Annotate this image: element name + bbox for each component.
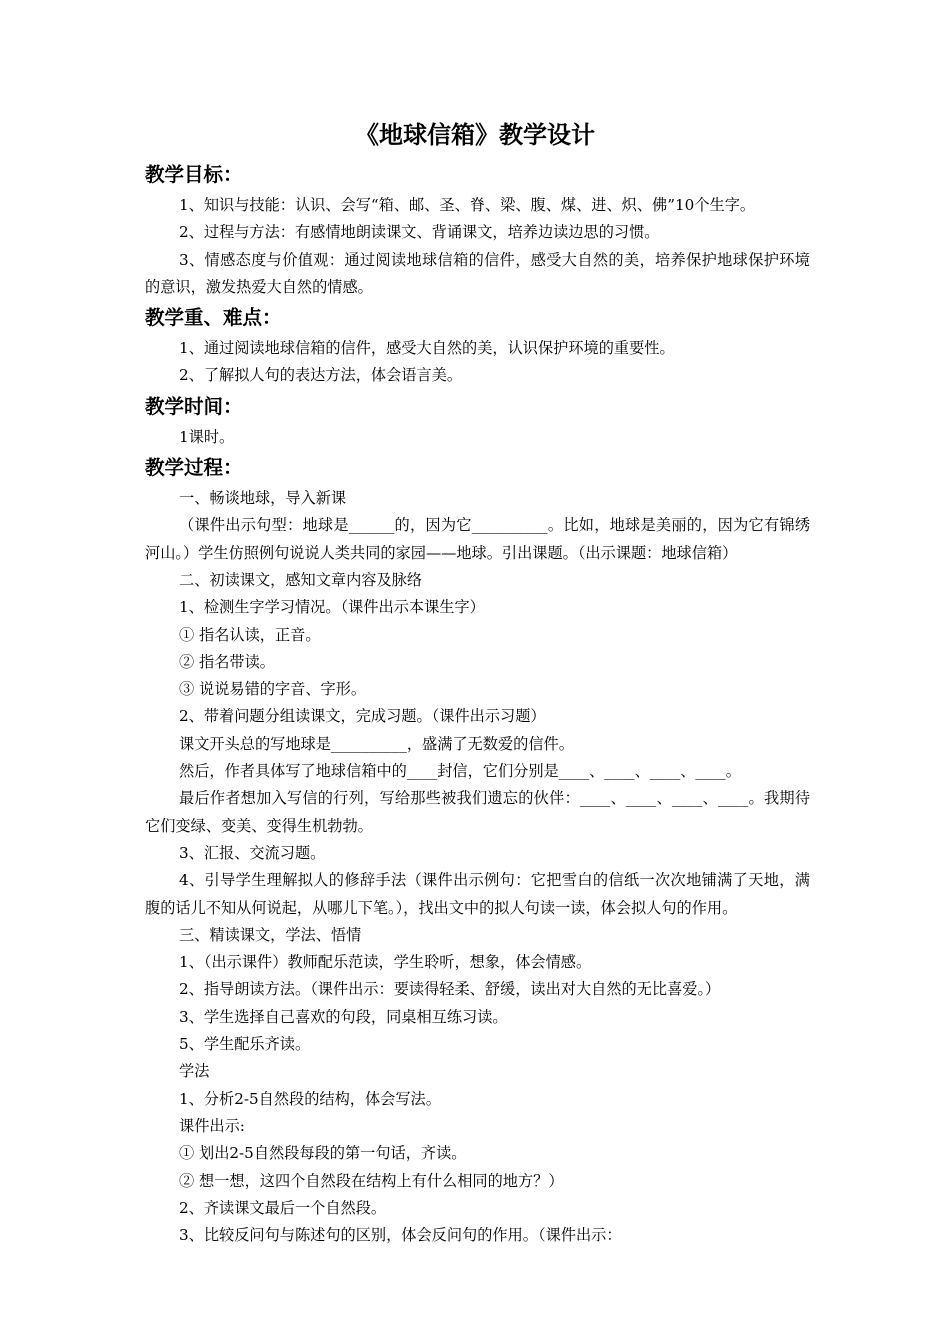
paragraph: 3、情感态度与价值观：通过阅读地球信箱的信件，感受大自然的美，培养保护地球保护环境的意识，激发热爱大自然的情感。 xyxy=(145,250,810,296)
paragraph: 课件出示: xyxy=(179,1116,245,1135)
paragraph: 1、分析2-5自然段的结构，体会写法。 xyxy=(179,1089,441,1108)
paragraph: 1、检测生字学习情况。（课件出示本课生字） xyxy=(179,598,485,617)
section-heading-objectives: 教学目标： xyxy=(145,163,243,186)
paragraph: 3、学生选择自己喜欢的句段，同桌相互练习读。 xyxy=(179,1007,508,1026)
document-title: 《地球信箱》教学设计 xyxy=(355,121,595,149)
paragraph: 一、畅谈地球，导入新课 xyxy=(179,489,347,508)
section-heading-process: 教学过程： xyxy=(145,456,243,480)
list-item: ① 指名认读，正音。 xyxy=(179,625,321,644)
paragraph: 1、（出示课件）教师配乐范读，学生聆听，想象，体会情感。 xyxy=(179,953,592,972)
paragraph: 二、初读课文，感知文章内容及脉络 xyxy=(179,570,422,589)
document-body xyxy=(145,158,810,1249)
paragraph: 2、带着问题分组读课文，完成习题。（课件出示习题） xyxy=(179,707,546,726)
paragraph: 1、知识与技能：认识、会写“箱、邮、圣、脊、梁、腹、煤、进、炽、佛”10个生字。 xyxy=(179,196,756,214)
exercise-line: 最后作者想加入写信的行列，写给那些被我们遗忘的伙伴：____、____、____、____。我期待它们变绿、变美、变得生机勃勃。 xyxy=(145,789,810,835)
paragraph: （课件出示句型：地球是______的，因为它__________。比如，地球是美丽的，因为它有锦绣河山。）学生仿照例句说说人类共同的家园——地球。引出课题。（出示课题：地球信箱） xyxy=(145,516,810,562)
list-item: ③ 说说易错的字音、字形。 xyxy=(179,680,367,699)
paragraph: 5、学生配乐齐读。 xyxy=(179,1035,311,1054)
paragraph: 2、齐读课文最后一个自然段。 xyxy=(179,1198,387,1217)
paragraph: 2、指导朗读方法。（课件出示：要读得轻柔、舒缓，读出对大自然的无比喜爱。） xyxy=(179,980,721,999)
exercise-line: 然后，作者具体写了地球信箱中的____封信，它们分别是____、____、____、____。 xyxy=(179,762,741,781)
exercise-line: 课文开头总的写地球是__________，盛满了无数爱的信件。 xyxy=(179,734,574,753)
list-item: ① 划出2-5自然段每段的第一句话，齐读。 xyxy=(179,1144,467,1163)
paragraph: 4、引导学生理解拟人的修辞手法（课件出示例句：它把雪白的信纸一次次地铺满了天地，满腹的话儿不知从何说起，从哪儿下笔。），找出文中的拟人句读一读，体会拟人句的作用。 xyxy=(145,871,810,917)
paragraph: 3、比较反问句与陈述句的区别，体会反问句的作用。（课件出示： xyxy=(179,1226,622,1245)
section-heading-time: 教学时间： xyxy=(145,394,243,418)
paragraph: 2、过程与方法：有感情地朗读课文、背诵课文，培养边读边思的习惯。 xyxy=(179,223,660,242)
paragraph: 三、精读课文，学法、悟情 xyxy=(179,925,362,944)
paragraph: 1课时。 xyxy=(179,427,235,446)
list-item: ② 指名带读。 xyxy=(179,652,275,671)
paragraph: 学法 xyxy=(179,1062,210,1081)
paragraph: 1、通过阅读地球信箱的信件，感受大自然的美，认识保护环境的重要性。 xyxy=(179,339,675,358)
paragraph: 2、了解拟人句的表达方法，体会语言美。 xyxy=(179,366,463,385)
paragraph: 3、汇报、交流习题。 xyxy=(179,843,326,862)
list-item: ② 想一想，这四个自然段在结构上有什么相同的地方？） xyxy=(179,1171,564,1190)
section-heading-key-points: 教学重、难点： xyxy=(145,306,282,330)
